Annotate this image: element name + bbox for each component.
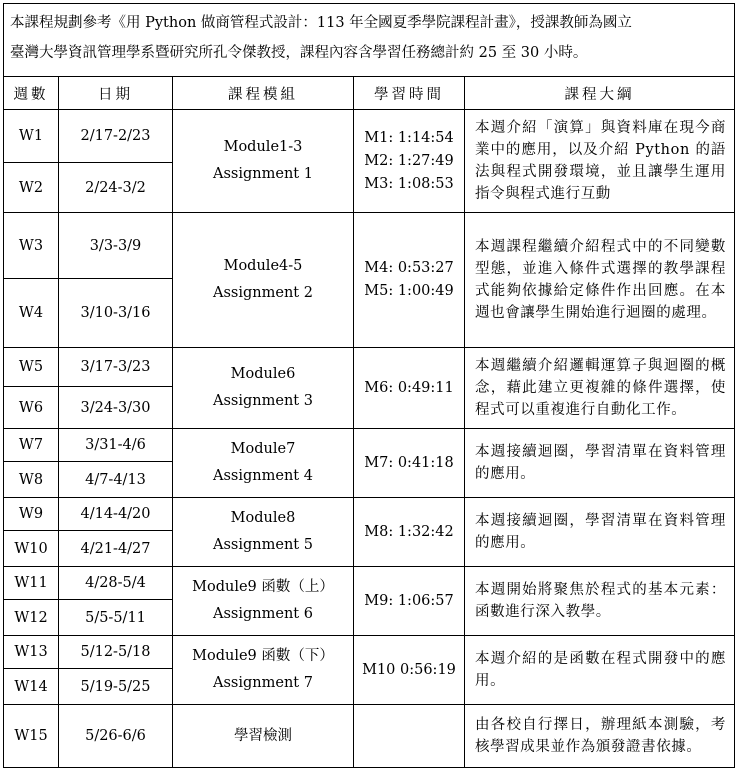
outline-cell: 本週介紹「演算」與資料庫在現今商業中的應用，以及介紹 Python 的語法與程式開發環境，並且讓學生運用指令與程式進行互動 [465,110,735,213]
assignment-name: Assignment 6 [213,606,313,622]
module-time: M2: 1:27:49 [364,152,454,169]
week-cell: W3 [4,213,59,279]
intro-line: 臺灣大學資訊管理學系暨研究所孔令傑教授，課程內容含學習任務總計約 25 至 30 小時。 [10,45,588,61]
week-cell: W13 [4,636,59,669]
time-cell [354,567,465,636]
time-cell [354,636,465,705]
date-cell: 3/10-3/16 [59,279,173,348]
module-time: M1: 1:14:54 [364,129,454,146]
date-cell: 3/31-4/6 [59,429,173,462]
module-time: M3: 1:08:53 [364,175,454,192]
week-cell: W12 [4,600,59,636]
week-cell: W7 [4,429,59,462]
module-name: Module7 [230,441,296,457]
date-cell: 3/17-3/23 [59,348,173,387]
table-row [4,348,735,387]
week-cell: W6 [4,387,59,429]
table-header-row [4,77,735,110]
date-cell: 5/26-6/6 [59,705,173,768]
time-cell [354,498,465,567]
table-row [4,429,735,462]
assignment-name: Assignment 3 [213,393,313,409]
module-name: Module9 函數（下） [192,648,334,664]
week-cell: W11 [4,567,59,600]
module-cell [173,567,354,636]
module-name: Module9 函數（上） [192,579,334,595]
date-cell: 5/12-5/18 [59,636,173,669]
week-cell: W9 [4,498,59,531]
table-row [4,567,735,600]
module-name: Module8 [230,510,296,526]
date-cell: 5/19-5/25 [59,669,173,705]
week-cell: W10 [4,531,59,567]
week-cell: W15 [4,705,59,768]
date-cell: 2/17-2/23 [59,110,173,163]
assignment-name: Assignment 7 [213,675,313,691]
week-cell: W1 [4,110,59,163]
module-cell [173,110,354,213]
header-time: 學習時間 [354,77,465,110]
week-cell: W14 [4,669,59,705]
module-time: M4: 0:53:27 [364,260,454,276]
time-cell [354,213,465,348]
date-cell: 3/3-3/9 [59,213,173,279]
header-week: 週數 [4,77,59,110]
header-module: 課程模組 [173,77,354,110]
time-cell [354,348,465,429]
table-row [4,498,735,531]
module-cell [173,429,354,498]
outline-cell: 由各校自行擇日，辦理紙本測驗，考核學習成果並作為頒發證書依據。 [465,705,735,768]
date-cell: 3/24-3/30 [59,387,173,429]
table-row [4,110,735,163]
outline-cell: 本週接續迴圈，學習清單在資料管理的應用。 [465,429,735,498]
assignment-name: Assignment 2 [213,285,313,301]
module-cell [173,348,354,429]
module-time: M8: 1:32:42 [364,523,454,540]
assignment-name: Assignment 5 [213,537,313,553]
date-cell: 2/24-3/2 [59,163,173,213]
date-cell: 4/14-4/20 [59,498,173,531]
module-time: M6: 0:49:11 [364,379,454,396]
module-time: M9: 1:06:57 [364,592,454,609]
header-date: 日期 [59,77,173,110]
week-cell: W5 [4,348,59,387]
week-cell: W8 [4,462,59,498]
module-cell [173,498,354,567]
date-cell: 5/5-5/11 [59,600,173,636]
table-row [4,213,735,279]
module-cell [173,213,354,348]
week-cell: W2 [4,163,59,213]
outline-cell: 本週接續迴圈，學習清單在資料管理的應用。 [465,498,735,567]
date-cell: 4/21-4/27 [59,531,173,567]
course-schedule-table [3,3,735,768]
assignment-name: Assignment 4 [213,468,313,484]
time-cell [354,705,465,768]
table-row [4,636,735,669]
week-cell: W4 [4,279,59,348]
table-row [4,705,735,768]
date-cell: 4/7-4/13 [59,462,173,498]
time-cell [354,429,465,498]
outline-cell: 本週開始將聚焦於程式的基本元素：函數進行深入教學。 [465,567,735,636]
time-cell [354,110,465,213]
outline-cell: 本週繼續介紹邏輯運算子與迴圈的概念，藉此建立更複雜的條件選擇，使程式可以重複進行自動化工作。 [465,348,735,429]
intro-line: 本課程規劃參考《用 Python 做商管程式設計：113 年全國夏季學院課程計畫》，授課教師為國立 [10,15,632,31]
outline-cell: 本週介紹的是函數在程式開發中的應用。 [465,636,735,705]
module-name: Module4-5 [223,258,303,274]
module-cell: 學習檢測 [173,705,354,768]
module-time: M10 0:56:19 [362,661,456,678]
header-outline: 課程大綱 [465,77,735,110]
module-name: Module1-3 [223,139,303,155]
assignment-name: Assignment 1 [213,166,313,182]
module-name: Module6 [230,366,296,382]
outline-cell: 本週課程繼續介紹程式中的不同變數型態，並進入條件式選擇的教學課程式能夠依據給定條件作出回應。在本週也會讓學生開始進行迴圈的處理。 [465,213,735,348]
course-intro [4,4,735,77]
module-time: M7: 0:41:18 [364,454,454,471]
date-cell: 4/28-5/4 [59,567,173,600]
module-cell [173,636,354,705]
module-time: M5: 1:00:49 [364,283,454,299]
